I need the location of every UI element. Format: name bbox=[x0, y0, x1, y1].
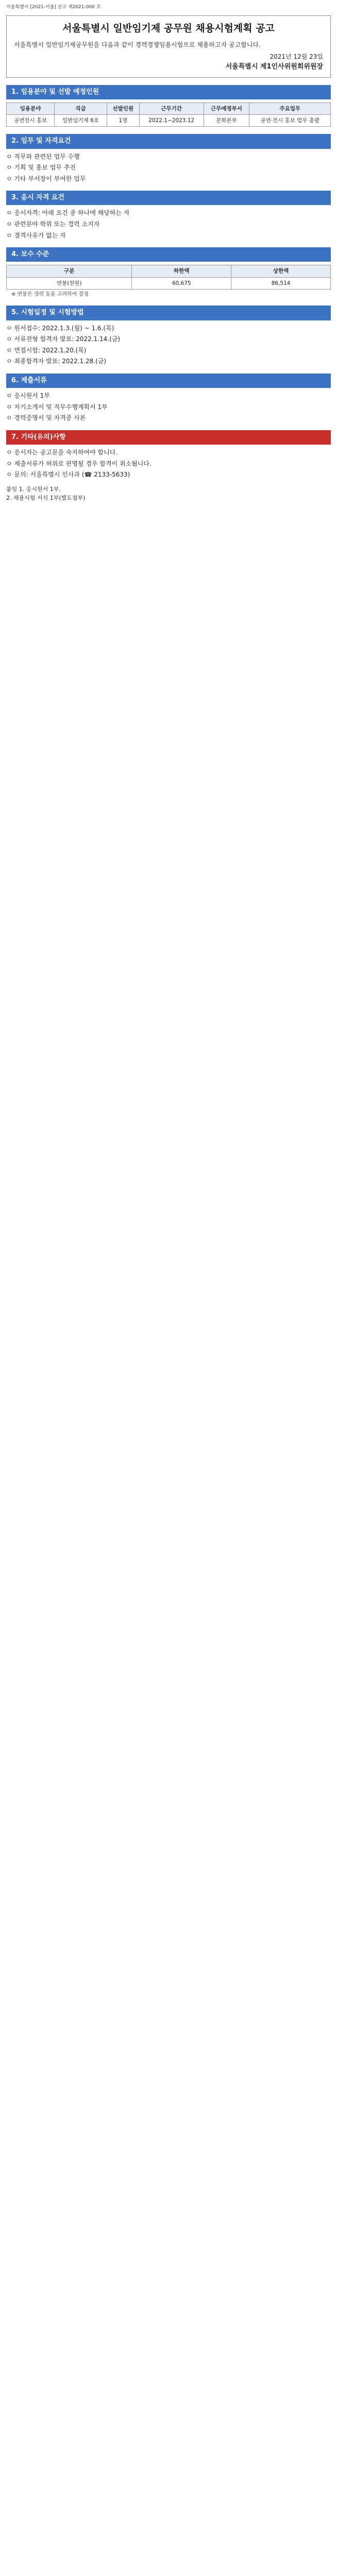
section-2-heading: 2. 임무 및 자격요건 bbox=[6, 134, 331, 148]
section-6-heading: 6. 제출서류 bbox=[6, 374, 331, 388]
list-item: ㅇ 응시원서 1부 bbox=[6, 392, 50, 400]
section-7-heading: 7. 기타(유의)사항 bbox=[6, 430, 331, 445]
salary-note: ※ 연봉은 경력 등을 고려하여 결정 bbox=[11, 291, 89, 297]
th: 근무기간 bbox=[139, 103, 204, 114]
td: 공연전시 홍보 bbox=[7, 115, 55, 127]
th: 주요업무 bbox=[249, 103, 331, 114]
th: 구분 bbox=[7, 265, 132, 277]
table-row bbox=[7, 277, 331, 289]
list-item: ㅇ 최종합격자 발표: 2022.1.28.(금) bbox=[6, 358, 107, 365]
th: 임용분야 bbox=[7, 103, 55, 114]
td: 공연·전시 홍보 업무 총괄 bbox=[249, 115, 331, 127]
section-5-heading: 5. 시험일정 및 시험방법 bbox=[6, 306, 331, 320]
salary-table bbox=[6, 265, 331, 290]
list-item: ㅇ 제출서류가 허위로 판명될 경우 합격이 취소됩니다. bbox=[6, 460, 151, 467]
list-item: ㅇ 경력증명서 및 자격증 사본 bbox=[6, 414, 86, 422]
attachment-item: 붙임 1. 응시원서 1부. bbox=[6, 485, 61, 493]
positions-table bbox=[6, 103, 331, 127]
th: 선발인원 bbox=[107, 103, 139, 114]
list-item: ㅇ 결격사유가 없는 자 bbox=[6, 231, 66, 239]
th: 근무예정부서 bbox=[204, 103, 249, 114]
list-item: ㅇ 응시자는 공고문을 숙지하여야 합니다. bbox=[6, 448, 118, 456]
section-3-heading: 3. 응시 자격 요건 bbox=[6, 191, 331, 205]
td: 2022.1~2023.12 bbox=[139, 115, 204, 127]
notice-date: 2021년 12월 23일 bbox=[269, 53, 323, 60]
th: 직급 bbox=[55, 103, 107, 114]
list-item: ㅇ 서류전형 합격자 발표: 2022.1.14.(금) bbox=[6, 335, 121, 343]
attachment-item: 2. 채용시험 서식 1부(별도첨부) bbox=[6, 494, 86, 501]
table-row bbox=[7, 115, 331, 127]
list-item: ㅇ 직무와 관련된 업무 수행 bbox=[6, 152, 80, 160]
list-item: ㅇ 기타 부서장이 부여한 업무 bbox=[6, 175, 86, 182]
list-item: ㅇ 문의: 서울특별시 인사과 (☎ 2133-5633) bbox=[6, 471, 130, 479]
attachments bbox=[6, 485, 331, 502]
list-item: ㅇ 응시자격: 아래 요건 중 하나에 해당하는 자 bbox=[6, 209, 130, 217]
section-4-heading: 4. 보수 수준 bbox=[6, 247, 331, 262]
list-item: ㅇ 기획 및 홍보 업무 추진 bbox=[6, 164, 76, 172]
list-item: ㅇ 면접시험: 2022.1.20.(목) bbox=[6, 346, 87, 354]
td: 60,675 bbox=[132, 277, 231, 289]
page-title: 서울특별시 일반임기제 공무원 채용시험계획 공고 bbox=[62, 22, 275, 34]
th: 상한액 bbox=[231, 265, 331, 277]
section-1-heading: 1. 임용분야 및 선발 예정인원 bbox=[6, 85, 331, 99]
top-note: 서울특별시 [2021-서울] 공고 제2021-000 호 bbox=[6, 5, 101, 10]
list-item: ㅇ 관련분야 학위 또는 경력 소지자 bbox=[6, 221, 100, 228]
td: 문화본부 bbox=[204, 115, 249, 127]
list-item: ㅇ 자기소개서 및 직무수행계획서 1부 bbox=[6, 403, 108, 411]
issuing-org: 서울특별시 제1인사위원회위원장 bbox=[225, 62, 323, 71]
intro-text: 서울특별시 일반임기제공무원을 다음과 같이 경력경쟁임용시험으로 채용하고자 공고합니다. bbox=[14, 41, 261, 49]
td: 일반임기제 6호 bbox=[55, 115, 107, 127]
title-box bbox=[6, 15, 331, 78]
th: 하한액 bbox=[132, 265, 231, 277]
td: 86,514 bbox=[231, 277, 331, 289]
list-item: ㅇ 원서접수: 2022.1.3.(월) ~ 1.6.(목) bbox=[6, 324, 114, 332]
td: 1명 bbox=[107, 115, 139, 127]
td: 연봉(천원) bbox=[7, 277, 132, 289]
